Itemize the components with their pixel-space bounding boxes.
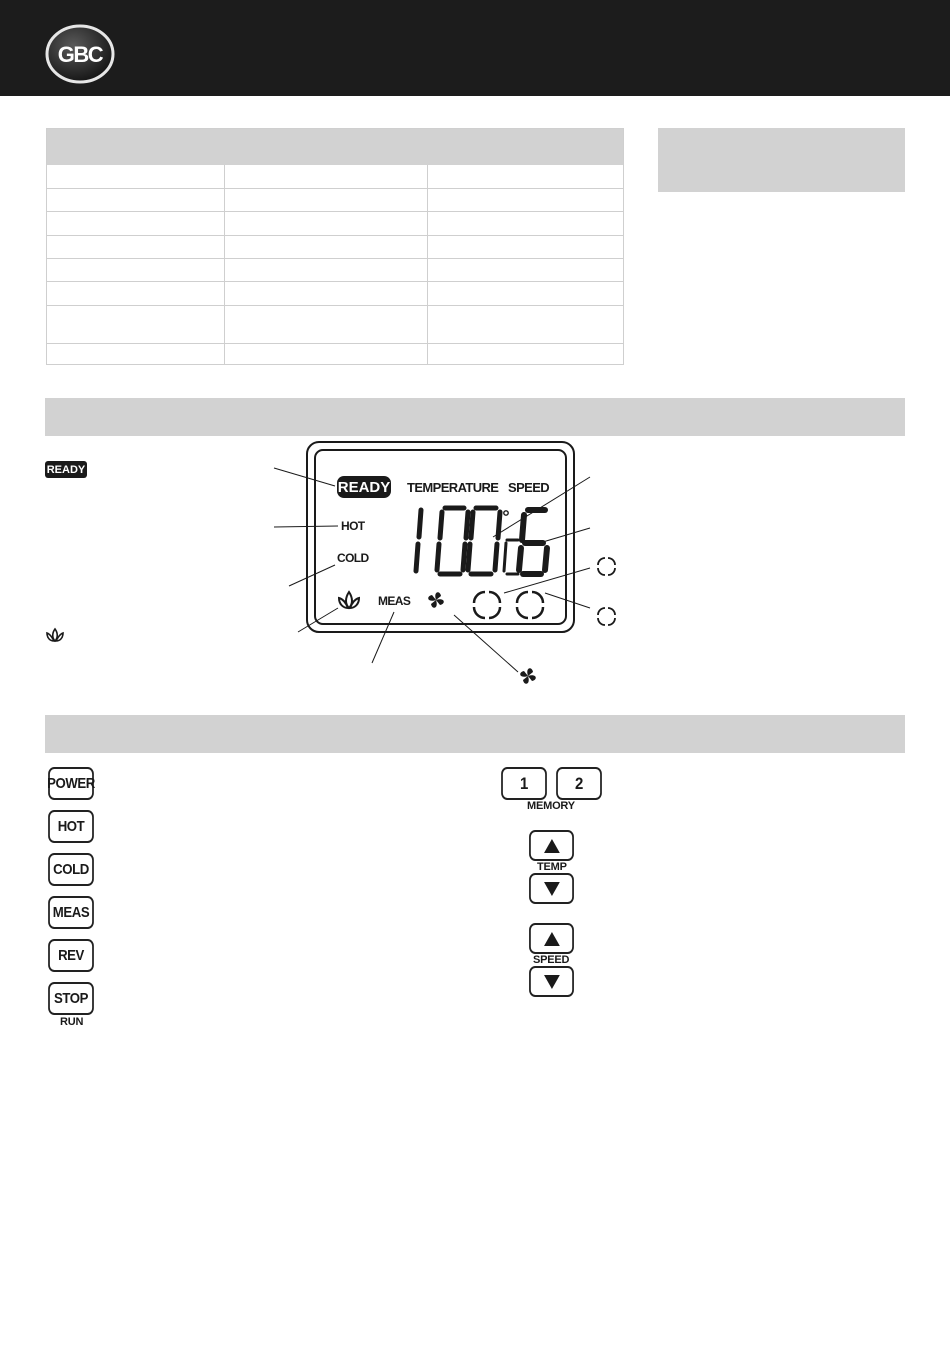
rev-button[interactable]: REV (48, 939, 94, 972)
lcd-display-diagram (260, 440, 630, 690)
table-col-divider (427, 165, 428, 364)
cold-button[interactable]: COLD (48, 853, 94, 886)
temp-label: TEMP (537, 861, 567, 873)
speed-up-button[interactable] (529, 923, 574, 954)
gbc-logo (44, 24, 116, 84)
specification-table (46, 128, 624, 365)
arrow-up-icon (544, 932, 560, 946)
section-bar-controls (45, 715, 905, 753)
stop-button[interactable]: STOP (48, 982, 94, 1015)
temp-up-button[interactable] (529, 830, 574, 861)
table-row-divider (47, 211, 623, 212)
arrow-down-icon (544, 975, 560, 989)
lcd-speed-label: SPEED (508, 480, 550, 495)
memory-label: MEMORY (527, 800, 575, 812)
lcd-ready-indicator (337, 476, 391, 498)
table-row-divider (47, 281, 623, 282)
speed-down-button[interactable] (529, 966, 574, 997)
speed-label: SPEED (533, 954, 570, 966)
section-bar-display (45, 398, 905, 436)
table-row-divider (47, 305, 623, 306)
arrow-down-icon (544, 882, 560, 896)
table-col-divider (224, 165, 225, 364)
lcd-cold-label: COLD (337, 551, 369, 565)
table-row-divider (47, 188, 623, 189)
header-bar (0, 0, 950, 96)
hot-button[interactable]: HOT (48, 810, 94, 843)
svg-text:GBC: GBC (57, 42, 103, 67)
rotation-forward-icon (598, 558, 615, 575)
side-info-box (658, 128, 905, 192)
lcd-meas-label: MEAS (378, 594, 411, 608)
ready-legend-icon (45, 461, 87, 478)
table-row-divider (47, 235, 623, 236)
table-row-divider (47, 343, 623, 344)
run-label: RUN (60, 1016, 84, 1028)
table-row-divider (47, 258, 623, 259)
spec-table-header (47, 129, 623, 165)
fan-icon (520, 668, 536, 684)
lcd-ready-label: READY (337, 478, 391, 496)
memory-1-button[interactable]: 1 (501, 767, 547, 800)
heater-icon (45, 627, 65, 643)
arrow-up-icon (544, 839, 560, 853)
power-button[interactable]: POWER (48, 767, 94, 800)
ready-legend-label: READY (46, 463, 86, 476)
lcd-hot-label: HOT (341, 519, 365, 533)
rotation-reverse-icon (598, 608, 615, 625)
memory-2-button[interactable]: 2 (556, 767, 602, 800)
meas-button[interactable]: MEAS (48, 896, 94, 929)
lcd-temperature-label: TEMPERATURE (407, 480, 499, 495)
temp-down-button[interactable] (529, 873, 574, 904)
